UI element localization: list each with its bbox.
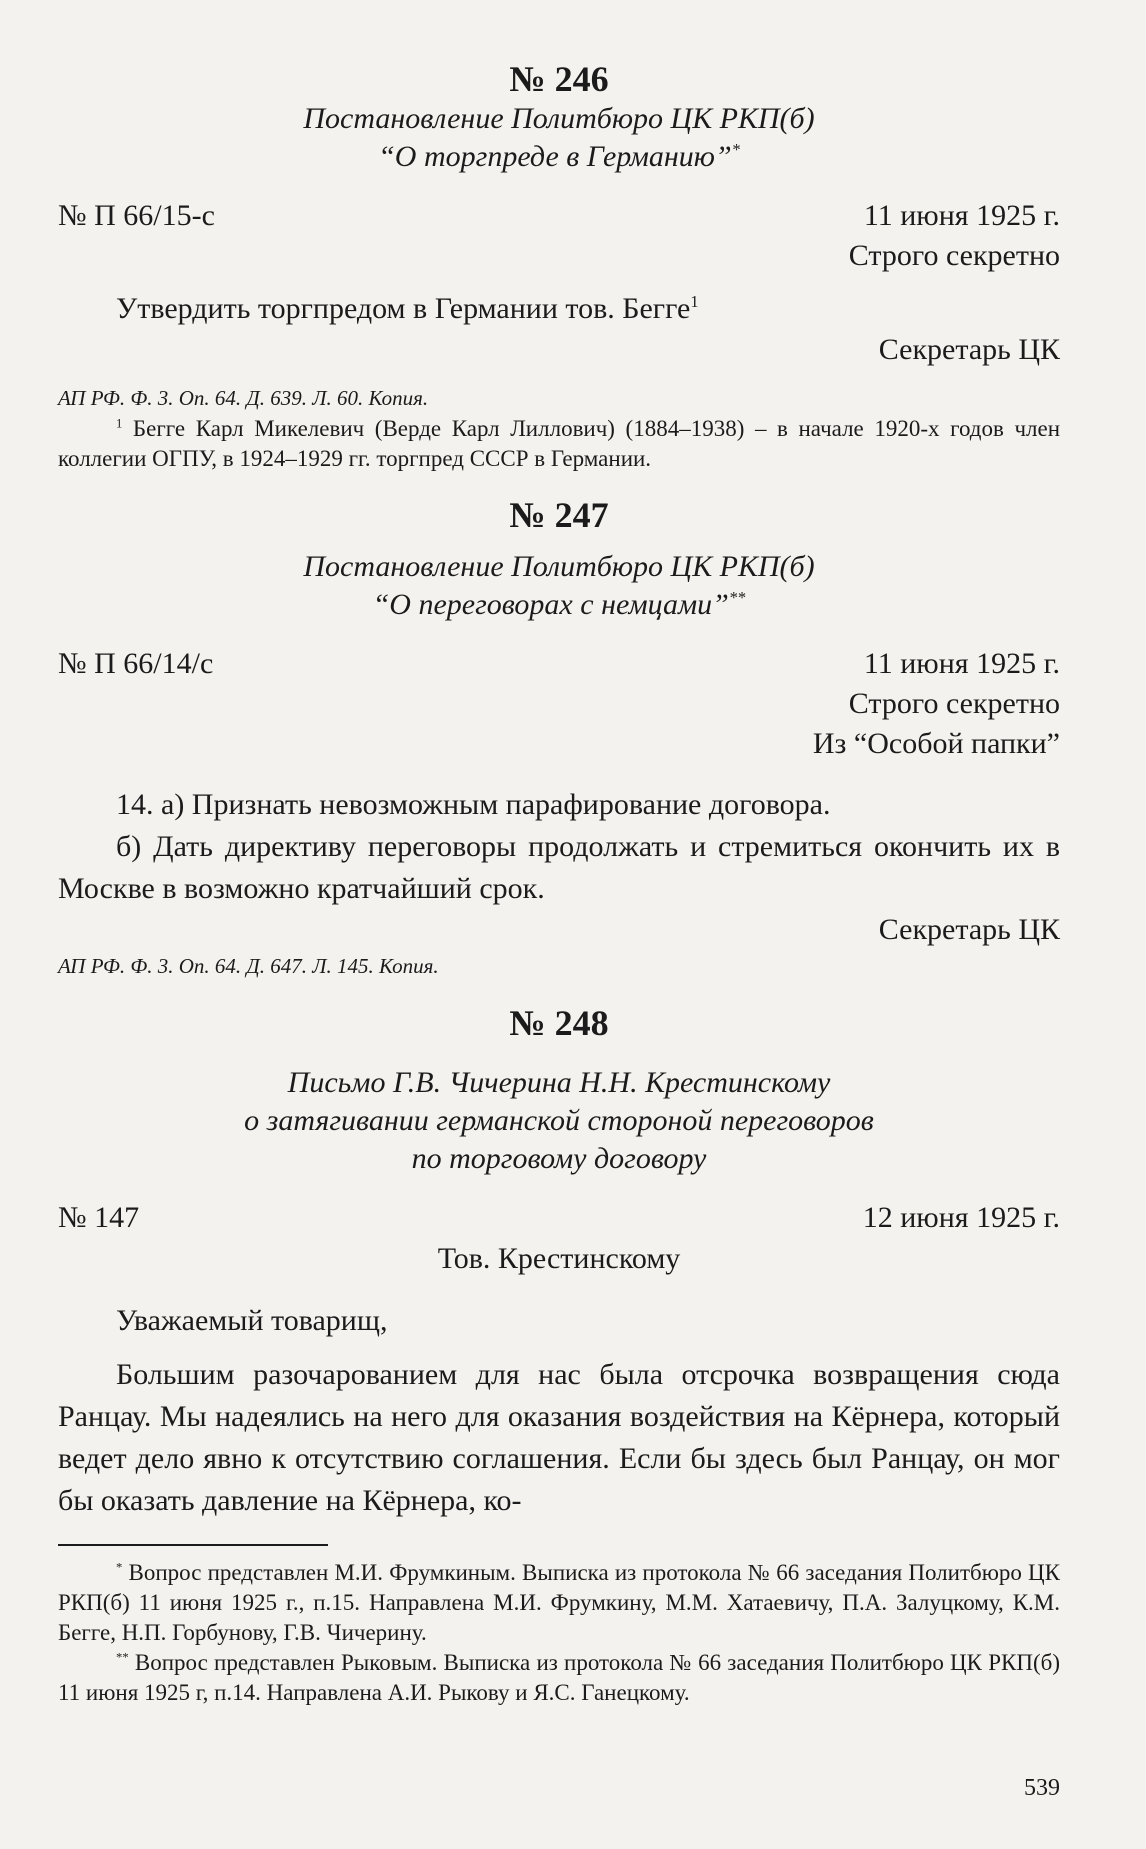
doc-title-text: “О переговорах с немцами” — [372, 588, 729, 621]
addressee: Тов. Крестинскому — [437, 1242, 681, 1275]
secrecy-label: Строго секретно — [848, 239, 1060, 272]
page-number: 539 — [1024, 1775, 1060, 1801]
document-247 — [58, 494, 1060, 982]
doc-title-line1: Письмо Г.В. Чичерина Н.Н. Крестинскому — [287, 1066, 831, 1099]
doc-title-line2 — [58, 586, 1060, 624]
doc-title-text: “О торгпреде в Германию” — [378, 140, 732, 173]
archive-reference: АП РФ. Ф. 3. Оп. 64. Д. 639. Л. 60. Копия. — [58, 386, 429, 410]
doc-title-line3: по торговому договору — [411, 1142, 707, 1175]
doc-title-line1: Постановление Политбюро ЦК РКП(б) — [303, 102, 815, 135]
doc-title-line1: Постановление Политбюро ЦК РКП(б) — [303, 550, 815, 583]
doc-date: 11 июня 1925 г. — [863, 647, 1060, 680]
doc-number: № 247 — [509, 495, 609, 535]
doc-body-text: Утвердить торгпредом в Германии тов. Бегге — [116, 292, 691, 325]
footnote-single-star — [58, 1558, 1060, 1648]
footnote-ref: ** — [728, 588, 746, 607]
footnote-text: Вопрос представлен Рыковым. Выписка из протокола № 66 заседания Политбюро ЦК РКП(б) 11 июня 1925 г, п.14. Направлена А.И. Рыкову и Я.С. Ганецкому. — [58, 1650, 1060, 1705]
footnote-ref: 1 — [690, 292, 699, 311]
document-246 — [58, 58, 1060, 474]
doc-number: № 246 — [509, 59, 609, 99]
resolution-item-a: 14. а) Признать невозможным парафирование договора. — [116, 788, 831, 821]
doc-meta — [58, 196, 1060, 236]
letter-greeting: Уважаемый товарищ, — [116, 1304, 388, 1337]
secrecy-label: Строго секретно — [848, 687, 1060, 720]
doc-title-line2: о затягивании германской стороной переговоров — [244, 1104, 874, 1137]
footnote-text: Бегге Карл Микелевич (Верде Карл Лиллович) (1884–1938) – в начале 1920-х годов член коллегии ОГПУ, в 1924–1929 гг. торгпред СССР в Германии. — [58, 416, 1061, 471]
doc-title-line2 — [58, 138, 1060, 176]
doc-body — [58, 288, 1060, 330]
archive-reference: АП РФ. Ф. 3. Оп. 64. Д. 647. Л. 145. Копия. — [58, 954, 439, 978]
document-248 — [58, 1002, 1060, 1522]
footnote-ref: * — [731, 140, 740, 159]
doc-ref-number: № 147 — [58, 1201, 140, 1234]
doc-date: 11 июня 1925 г. — [863, 199, 1060, 232]
doc-number: № 248 — [509, 1003, 609, 1043]
footnote-double-star — [58, 1648, 1060, 1708]
signature: Секретарь ЦК — [878, 333, 1060, 366]
doc-ref-number: № П 66/14/с — [58, 647, 214, 680]
inline-footnote — [58, 414, 1060, 474]
doc-meta — [58, 1198, 1060, 1238]
footnote-mark: ** — [116, 1650, 129, 1665]
resolution-item-b: б) Дать директиву переговоры продолжать и стремиться окончить их в Москве в возможно кратчайший срок. — [58, 830, 1060, 905]
doc-date: 12 июня 1925 г. — [862, 1201, 1060, 1234]
footnote-mark: * — [116, 1560, 123, 1575]
footnote-text: Вопрос представлен М.И. Фрумкиным. Выписка из протокола № 66 заседания Политбюро ЦК РКП(б) 11 июня 1925 г., п.15. Направлена М.И. Фрумкину, М.М. Хатаевичу, П.А. Залуцкому, К.М. Бегге, Н.П. Горбунову, Г.В. Чичерину. — [58, 1560, 1060, 1645]
page-content — [58, 58, 1060, 1708]
folder-label: Из “Особой папки” — [812, 727, 1060, 760]
signature: Секретарь ЦК — [878, 913, 1060, 946]
page-footnotes — [58, 1558, 1060, 1708]
footnote-divider — [58, 1544, 328, 1546]
doc-meta — [58, 644, 1060, 684]
footnote-mark: 1 — [116, 416, 123, 431]
letter-body: Большим разочарованием для нас была отсрочка возвращения сюда Ранцау. Мы надеялись на него для оказания воздействия на Кёрнера, который ведет дело явно к отсутствию соглашения. Если бы здесь был Ранцау, он мог бы оказать давление на Кёрнера, ко- — [58, 1358, 1060, 1517]
doc-ref-number: № П 66/15-с — [58, 199, 215, 232]
